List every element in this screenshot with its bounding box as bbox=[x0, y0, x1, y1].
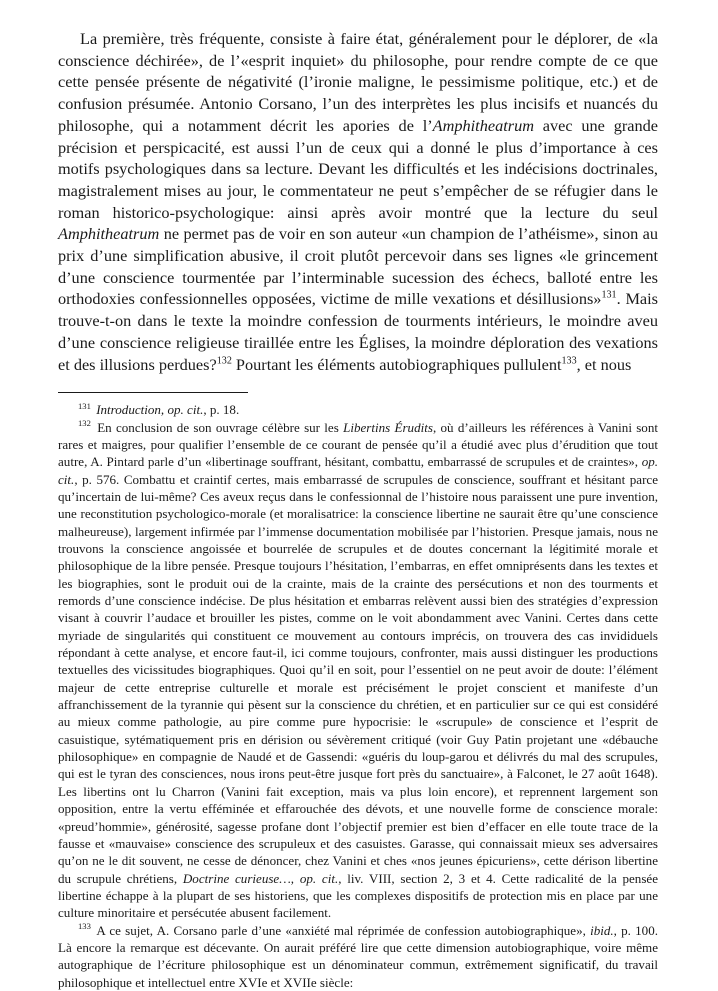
italic-title: Doctrine curieuse…, op. cit. bbox=[182, 870, 339, 886]
text-run: En conclusion de son ouvrage célèbre sur les bbox=[92, 419, 344, 435]
text-run: . Mais trouve-t-on dans le texte la moindre confession de tourments intérieurs, le moindre aveu d’une conscience religieuse tiraillée entre les Églises, la moindre déploration des vexations et des illusions perdues? bbox=[58, 289, 659, 374]
italic-title: op. cit. bbox=[58, 454, 658, 487]
footnote-ref-132[interactable]: 132 bbox=[216, 355, 232, 367]
text-run: , p. 576. Combattu et craintif certes, mais embarrassé de scrupules de conscience, souffrant et hésitant parce qu’incertain de lui-même? Ces aveux reçus dans le confessionnal de l’histoire nous paraissent une pure invention, une reconstitution psychologico-morale (et moralisatrice: la conscience libertine ne saurait être qu’une conscience malheureuse), largement infirmée par l’immense documentation mobilisée par l’historien. Presque jamais, nous ne trouvons la conscience angoissée et bourrelée de scrupules et de doutes concernant la légitimité morale et philosophique de la libre pensée. Presque toujours l’hésitation, l’embarras, en effet omniprésents dans les textes et les biographies, sont le produit oui de la crainte, mais de la crainte des persécutions et non des tourments et remords d’une conscience indécise. De plus hésitation et embarras relèvent aussi bien des stratégies d’expression visant à couvrir l’audace et brouiller les pistes, comme on le voit abondamment avec Vanini. Certes dans cette myriade de singularités qui constituent ce mouvement au contours imprécis, on trouvera des cas invididuels répondant à cette analyse, et encore faut-il, ici comme toujours, confronter, mais aussi distinguer les productions textuelles des vicissitudes biographiques. Quoi qu’il en soit, pour l’essentiel on ne peut avoir de doute: l’élément majeur de cette entreprise culturelle et morale est précisément le projet conscient et manifeste d’un affranchissement de la tyrannie qui pèsent sur la conscience du chrétien, et en particulier sur ce qui est considéré au mieux comme pathologie, au pire comme pure hypocrisie: le «scrupule» de conscience et l’esprit de casuistique, sytématiquement pris en dérision ou sévèrement critiqué (voir Guy Patin projetant une «débauche philosophique» en compagnie de Naudé et de Gassendi: «guéris du loup-garou et délivrés du mal des scrupules, qui est le tyran des consciences, nous irons peut-être jusque fort près du sanctuaire», à Falconet, le 27 août 1648). Les libertins ont lu Charron (Vanini fait exception, mais va plus loin encore), et reprennent largement son opposition, entre la vertu efféminée et effarouchée des dévots, et une nouvelle forme de conscience morale: «preud’hommie», générosité, sagesse profane dont l’objectif premier est bien d’effacer en elle toute trace de la fausse et «mauvaise» conscience des scrupuleux et des casuistes. Garasse, qui connaissait mieux ses adversaires qu’on ne le dit souvent, ne cesse de dénoncer, chez Vanini et ches «nos jeunes épicuriens», cette dérison libertine du scrupule chrétiens, bbox=[58, 471, 658, 886]
text-run: , où d’ailleurs les références à Vanini sont rares et maigres, pour qualifier l’ensemble de ce courant de pensée qu’il a étudié avec plus d’érudition que tout autre, A. Pintard parle d’un «libertinage souffrant, hésitant, combattu, embarrassé de scrupules et de craintes», bbox=[58, 419, 658, 470]
italic-title: Libertins Érudits bbox=[343, 419, 433, 435]
text-run: ne permet pas de voir en son auteur «un champion de l’athéisme», sinon au prix d’une simplification abusive, il croit plutôt percevoir dans ses lignes «le grincement d’une conscience tourmentée par l’interminable sucession des échecs, balloté entre les orthodoxies confessionnelles opposées, victime de mille vexations et désillusions» bbox=[58, 224, 658, 309]
text-run: , p. 18. bbox=[203, 402, 240, 418]
document-page bbox=[58, 28, 658, 991]
italic-title: Amphitheatrum bbox=[432, 115, 534, 135]
text-run: Pourtant les éléments autobiographiques pullulent bbox=[231, 354, 562, 374]
footnote-131 bbox=[58, 401, 658, 418]
footnote-number: 131 bbox=[78, 400, 91, 411]
footnote-number: 133 bbox=[78, 921, 91, 932]
text-run: , p. 100. Là encore la remarque est décevante. On aurait préféré lire que cette dimension autobiographique, voire même autographique de l’écriture philosophique est un dénominateur commun, extrêmement significatif, du travail philosophique et intellectuel entre XVIe et XVIIe siècle: bbox=[58, 922, 658, 990]
text-run: avec une grande précision et perspicacité, est aussi l’un de ceux qui a donné le plus d’importance à ces motifs psychologiques dans sa lecture. Devant les difficultés et les indécisions doctrinales, magistralement mises au jour, le commentateur ne peut s’empêcher de se réfugier dans le roman historico-psychologique: ainsi après avoir montré que la lecture du seul bbox=[58, 115, 658, 222]
footnote-ref-131[interactable]: 131 bbox=[601, 290, 617, 302]
italic-title: Introduction, op. cit. bbox=[96, 402, 204, 418]
footnote-132 bbox=[58, 419, 658, 922]
footnote-separator bbox=[58, 392, 248, 393]
footnote-ref-133[interactable]: 133 bbox=[561, 355, 577, 367]
text-run: , liv. VIII, section 2, 3 et 4. Cette radicalité de la pensée libertine échappe à la plupart de ses historiens, que les complexes dispositifs de protection mis en place par une culture minoritaire et persécutée abusent facilement. bbox=[58, 870, 658, 921]
text-run: La première, très fréquente, consiste à faire état, généralement pour le déplorer, de «la conscience déchirée», de l’«esprit inquiet» du philosophe, pour rendre compte de ce que cette pensée présente de négativité (l’ironie maligne, le pessimisme politique, etc.) et de confusion présumée. Antonio Corsano, l’un des interprètes les plus incisifs et nuancés du philosophe, qui a notamment décrit les apories de l’ bbox=[58, 29, 658, 135]
footnote-133 bbox=[58, 922, 658, 991]
footnote-number: 132 bbox=[78, 418, 91, 429]
italic-title: Amphitheatrum bbox=[58, 224, 160, 244]
text-run: , et nous bbox=[576, 354, 632, 374]
text-run: A ce sujet, A. Corsano parle d’une «anxiété mal réprimée de confession autobiographique», bbox=[92, 922, 591, 938]
italic-title: ibid. bbox=[590, 922, 614, 938]
main-paragraph bbox=[58, 28, 658, 375]
